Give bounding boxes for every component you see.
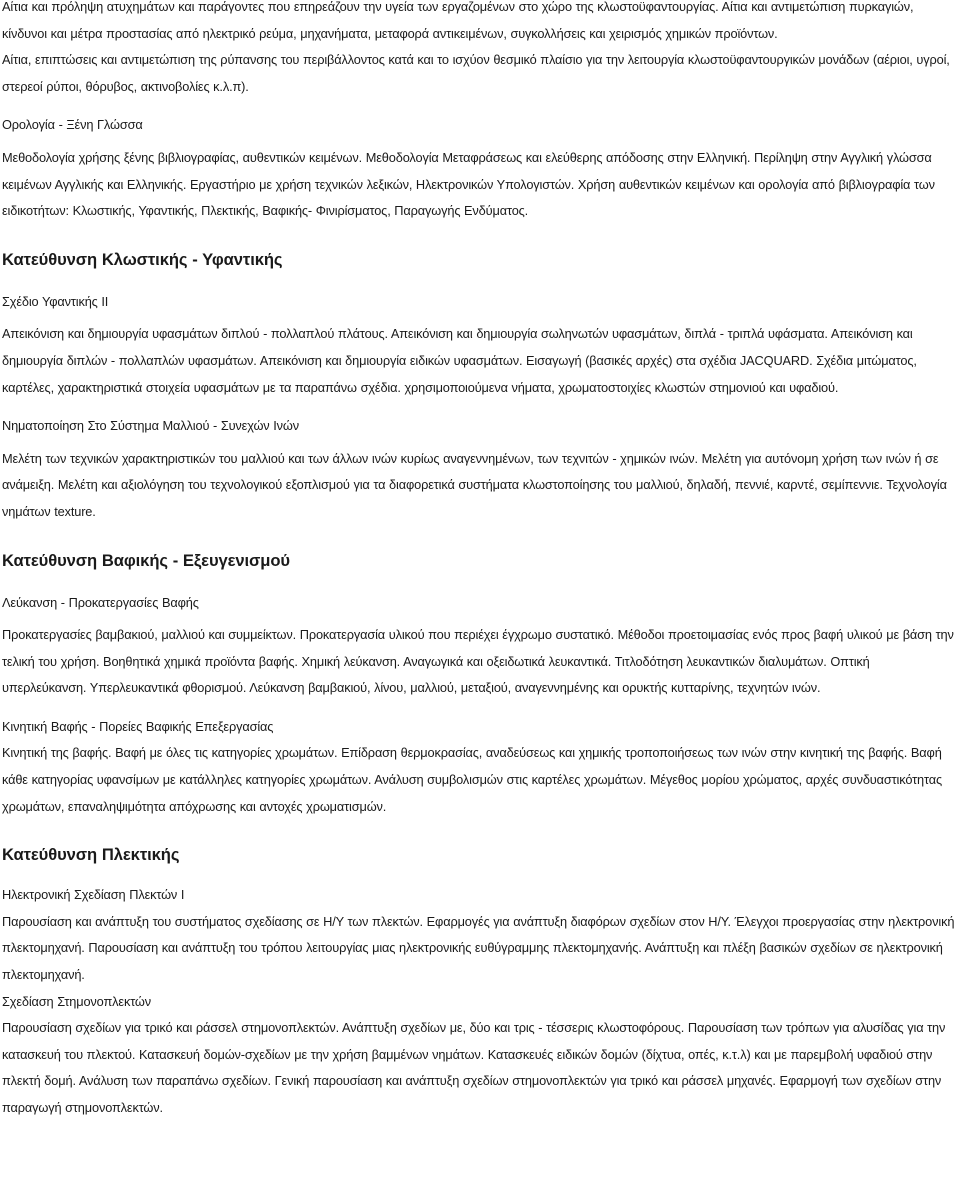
course-body-terminology: Μεθοδολογία χρήσης ξένης βιβλιογραφίας, αυθεντικών κειμένων. Μεθοδολογία Μεταφράσεως και ελεύθερης απόδοσης στην Ελληνική. Περίληψη στην Αγγλική γλώσσα κειμένων Αγγλικής και Ελληνικής. Εργαστήριο με χρήση τεχνικών λεξικών, Ηλεκτρονικών Υπολογιστών. Χρήση αυθεντικών κειμένων και ορολογία από βιβλιογραφία των ειδικοτήτων: Κλωστικής, Υφαντικής, Πλεκτικής, Βαφικής- Φινιρίσματος, Παραγωγής Ενδύματος. (2, 149, 935, 219)
section-title-knitting: Κατεύθυνση Πλεκτικής (2, 845, 180, 865)
course-title-electronic-knit-design: Ηλεκτρονική Σχεδίαση Πλεκτών Ι (2, 887, 185, 903)
course-title-terminology: Ορολογία - Ξένη Γλώσσα (2, 117, 143, 133)
course-title-bleaching: Λεύκανση - Προκατεργασίες Βαφής (2, 594, 199, 610)
course-body-wool-spinning: Μελέτη των τεχνικών χαρακτηριστικών του μαλλιού και των άλλων ινών κυρίως αναγεννημένων, των τεχνιτών - χημικών ινών. Μελέτη για αυτόνομη χρήση των ινών ή σε ανάμειξη. Μελέτη και αξιολόγηση του τεχνολογικού εξοπλισμού για τα διαφορετικά συστήματα κλωστοποίησης του μαλλιού, δηλαδή, πεννιέ, καρντέ, σεμίπεννιε. Τεχνολογία νημάτων texture. (2, 450, 947, 519)
course-body-electronic-knit-design: Παρουσίαση και ανάπτυξη του συστήματος σχεδίασης σε Η/Υ των πλεκτών. Εφαρμογές για ανάπτυξη διαφόρων σχεδίων στον Η/Υ. Έλεγχοι προεργασίας στην ηλεκτρονική πλεκτομηχανή. Παρουσίαση και ανάπτυξη του τρόπου λειτουργίας μιας ηλεκτρονικής ευθύγραμμης πλεκτομηχανής. Ανάπτυξη και πλέξη βασικών σχεδίων σε ηλεκτρονική πλεκτομηχανή. (2, 913, 955, 983)
section-title-dyeing: Κατεύθυνση Βαφικής - Εξευγενισμού (2, 550, 290, 570)
intro-paragraph-pollution: Αίτια, επιπτώσεις και αντιμετώπιση της ρύπανσης του περιβάλλοντος κατά και το ισχύον θεσμικό πλαίσιο για την λειτουργία κλωστοϋφαντουργικών μονάδων (αέριοι, υγροί, στερεοί ρύποι, θόρυβος, ακτινοβολίες κ.λ.π). (2, 52, 950, 94)
course-title-dye-kinetics: Κινητική Βαφής - Πορείες Βαφικής Επεξεργασίας (2, 718, 274, 734)
document (2, 0, 956, 1122)
course-title-weaving-design: Σχέδιο Υφαντικής ΙΙ (2, 293, 109, 309)
course-title-warp-knit-design: Σχεδίαση Στημονοπλεκτών (2, 993, 152, 1009)
course-body-bleaching: Προκατεργασίες βαμβακιού, μαλλιού και συμμείκτων. Προκατεργασία υλικού που περιέχει έγχρωμο συστατικό. Μέθοδοι προετοιμασίας ενός προς βαφή υλικού με βάση την τελική του χρήση. Βοηθητικά χημικά προϊόντα βαφής. Χημική λεύκανση. Αναγωγικά και οξειδωτικά λευκαντικά. Τιτλοδότηση λευκαντικών διαλυμάτων. Οπτική υπερλεύκανση. Υπερλευκαντικά φθορισμού. Λεύκανση βαμβακιού, λίνου, μαλλιού, μεταξιού, αναγεννημένης και ορυκτής κυτταρίνης, τεχνητών ινών. (2, 627, 954, 696)
course-body-weaving-design: Απεικόνιση και δημιουργία υφασμάτων διπλού - πολλαπλού πλάτους. Απεικόνιση και δημιουργία σωληνωτών υφασμάτων, διπλά - τριπλά υφάσματα. Απεικόνιση και δημιουργία διπλών - πολλαπλών υφασμάτων. Απεικόνιση και δημιουργία ειδικών υφασμάτων. Εισαγωγή (βασικές αρχές) στα σχέδια JACQUARD. Σχέδια μιτώματος, καρτέλες, χαρακτηριστικά στοιχεία υφασμάτων με τα παραπάνω σχέδια. χρησιμοποιούμενα νήματα, χρωματοστοιχίες κλωστών στημονιού και υφαδιού. (2, 326, 917, 395)
course-body-warp-knit-design: Παρουσίαση σχεδίων για τρικό και ράσσελ στημονοπλεκτών. Ανάπτυξη σχεδίων με, δύο και τρις - τέσσερις κλωστοφόρους. Παρουσίαση των τρόπων για αλυσίδας για την κατασκευή του πλεκτού. Κατασκευή δομών-σχεδίων με την χρήση βαμμένων νημάτων. Κατασκευές ειδικών δομών (δίχτυα, οπές, κ.τ.λ) και με παρεμβολή υφαδιού στην πλεκτή δομή. Ανάλυση των παραπάνω σχεδίων. Γενική παρουσίαση και ανάπτυξη σχεδίων στημονοπλεκτών για τρικό και ράσσελ μηχανές. Εφαρμογή των σχεδίων στην παραγωγή στημονοπλεκτών. (2, 1020, 946, 1115)
intro-paragraph-safety: Αίτια και πρόληψη ατυχημάτων και παράγοντες που επηρεάζουν την υγεία των εργαζομένων στο χώρο της κλωστοϋφαντουργίας. Αίτια και αντιμετώπιση πυρκαγιών, κίνδυνοι και μέτρα προστασίας από ηλεκτρικό ρεύμα, μηχανήματα, μεταφορά αντικειμένων, συγκολλήσεις και χειρισμός χημικών προϊόντων. (2, 0, 914, 41)
section-title-weaving: Κατεύθυνση Κλωστικής - Υφαντικής (2, 249, 283, 269)
course-title-wool-spinning: Νηματοποίηση Στο Σύστημα Μαλλιού - Συνεχών Ινών (2, 418, 299, 434)
course-body-dye-kinetics: Κινητική της βαφής. Βαφή με όλες τις κατηγορίες χρωμάτων. Επίδραση θερμοκρασίας, αναδεύσεως και χημικής τροποποιήσεως των ινών στην κινητική της βαφής. Βαφή κάθε κατηγορίας υφανσίμων με κατάλληλες κατηγορίες χρωμάτων. Ανάλυση συμβολισμών στις καρτέλες χρωμάτων. Μέγεθος μορίου χρώματος, αρχές συνδυαστικότητας χρωμάτων, επαναληψιμότητα απόχρωσης και αντοχές χρωματισμών. (2, 745, 942, 814)
